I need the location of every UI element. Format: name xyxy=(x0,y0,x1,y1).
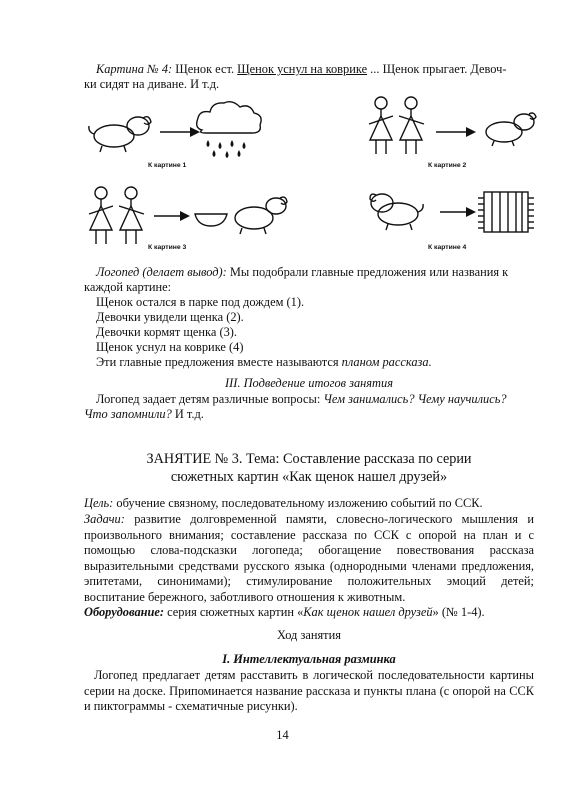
lesson-equipment xyxy=(84,605,534,621)
intro-label: Картина № 4: xyxy=(96,62,173,76)
lesson-title-line-2: сюжетных картин «Как щенок нашел друзей» xyxy=(170,469,448,485)
goal-text: обучение связному, последовательному изложению событий по ССК. xyxy=(113,496,483,510)
plan-summary xyxy=(96,355,546,371)
section3-text: Логопед задает детям различные вопросы: xyxy=(96,392,324,406)
figure-2-caption: К картине 2 xyxy=(428,162,467,169)
equipment-tail: » (№ 1-4). xyxy=(432,605,485,619)
intro-underlined: Щенок уснул на коврике xyxy=(237,62,368,76)
equipment-text: серия сюжетных картин « xyxy=(164,605,304,619)
conclusion-text: Мы подобрали главные предложения или названия к xyxy=(226,265,509,279)
intro-line-2: ки сидят на диване. И т.д. xyxy=(84,77,220,91)
equipment-label: Оборудование: xyxy=(84,605,165,619)
plan-item: Девочки кормят щенка (3). xyxy=(96,325,238,339)
intro-text: Щенок ест. xyxy=(172,62,238,76)
summary-italic: планом рассказа. xyxy=(341,355,432,369)
figure-1-caption: К картине 1 xyxy=(148,162,187,169)
goal-label: Цель: xyxy=(84,496,114,510)
bowl-icon xyxy=(194,210,228,228)
girls-icon xyxy=(86,186,148,246)
equipment-italic: Как щенок нашел друзей xyxy=(303,605,433,619)
tasks-label: Задачи: xyxy=(84,512,125,526)
rain-cloud-icon xyxy=(194,100,266,160)
figure-4-caption: К картине 4 xyxy=(428,244,467,251)
part1-heading: I. Интеллектуальная разминка xyxy=(222,652,396,666)
course-heading: Ход занятия xyxy=(277,628,341,642)
section3-questions: Чем занимались? Чему научились? xyxy=(323,392,507,406)
tasks-text: развитие долговременной памяти, словесно-логического мышления и произвольного внимания; составление рассказа по ССК с опорой на план и с помощью слова-подсказки логопеда; обогащение повествования рассказа выразительными средствами русского языка (однородными членами предложения, эпитетами, синонимами); стимулирование положительных эмоций детей; воспитание бережного, заботливого отношения к животным. xyxy=(84,512,534,604)
speaker-role: Логопед (делает вывод): xyxy=(96,265,227,279)
plan-item: Щенок уснул на коврике (4) xyxy=(96,340,244,354)
plan-item: Девочки увидели щенка (2). xyxy=(96,310,244,324)
intro-line-1 xyxy=(96,62,534,78)
girls-icon xyxy=(366,96,428,156)
plan-item: Щенок остался в парке под дождем (1). xyxy=(96,295,305,309)
puppy-icon xyxy=(370,190,440,230)
lesson-tasks xyxy=(84,512,534,605)
puppy-icon xyxy=(482,110,538,146)
conclusion-line-1 xyxy=(96,265,534,281)
conclusion-line-2: каждой картине: xyxy=(84,280,172,294)
section3-line-1 xyxy=(96,392,534,408)
intro-text-b: ... Щенок прыгает. Девоч- xyxy=(367,62,507,76)
part1-text: Логопед предлагает детям расставить в логической последовательности картины серии на доске. Припоминается название рассказа и пункты плана (с опорой на ССК и пиктограммы - схематичные рисунки). xyxy=(84,668,534,713)
section3-line-2 xyxy=(84,407,534,423)
arrow-right-icon xyxy=(154,210,190,222)
lesson-title-line-1: ЗАНЯТИЕ № 3. Тема: Составление рассказа по серии xyxy=(146,451,472,467)
page-number: 14 xyxy=(276,728,289,742)
arrow-right-icon xyxy=(440,206,476,218)
arrow-right-icon xyxy=(436,126,476,138)
lesson-goal xyxy=(84,496,534,512)
summary-text: Эти главные предложения вместе называются xyxy=(96,355,342,369)
section-heading: III. Подведение итогов занятия xyxy=(225,376,393,390)
section3-questions-b: Что запомнили? xyxy=(84,407,172,421)
puppy-icon xyxy=(88,112,158,152)
figure-3-caption: К картине 3 xyxy=(148,244,187,251)
section3-tail: И т.д. xyxy=(171,407,204,421)
puppy-icon xyxy=(230,194,290,234)
rug-icon xyxy=(476,190,536,234)
